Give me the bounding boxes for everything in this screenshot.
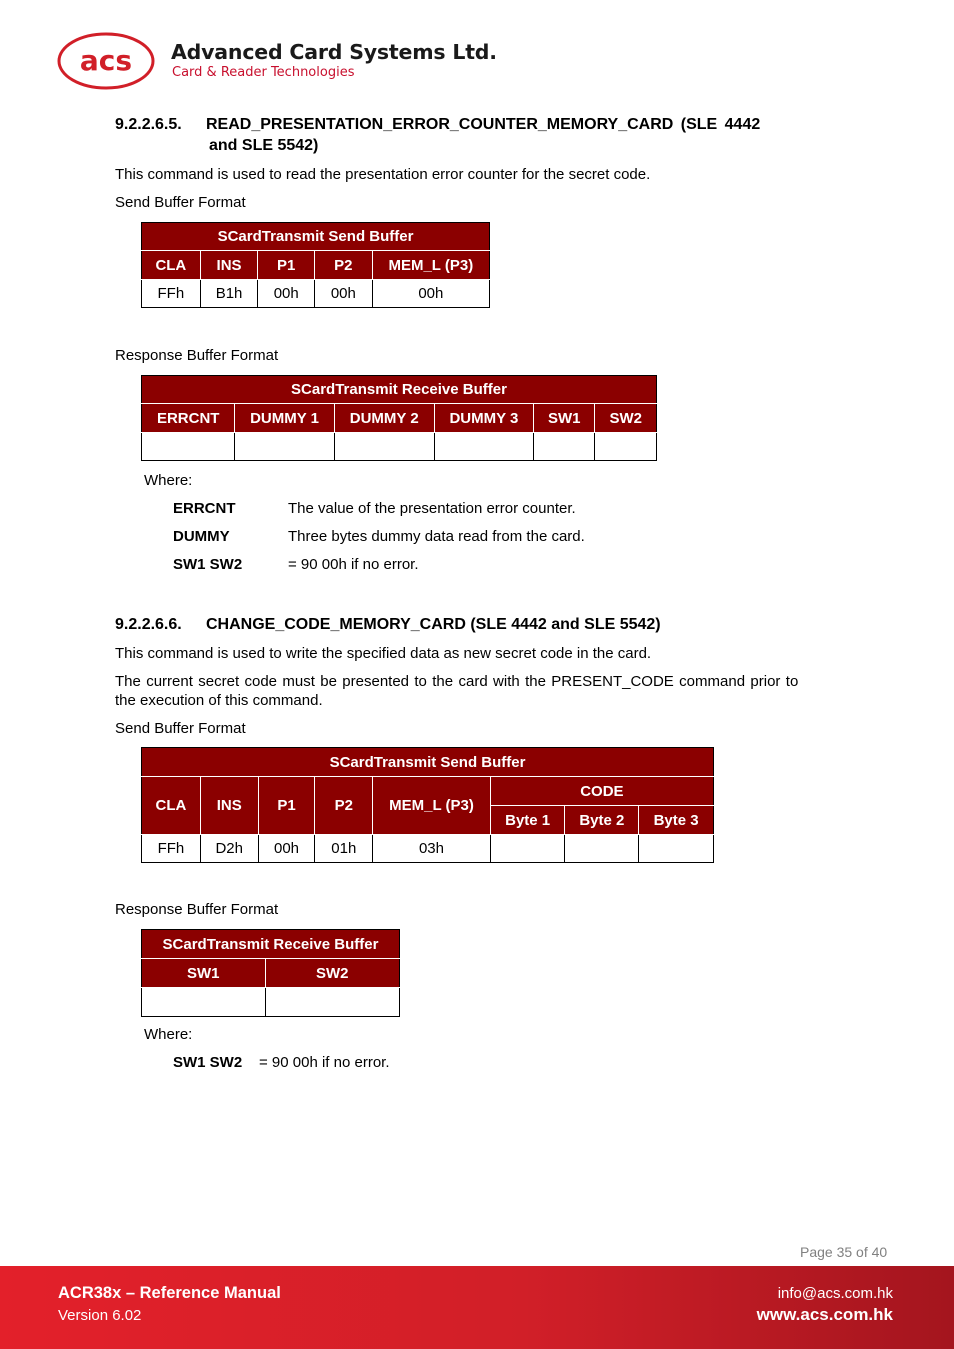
section1-where: Where: (144, 472, 193, 489)
value-ins: B1h (200, 280, 258, 308)
empty-cell (565, 835, 639, 863)
header-dummy2: DUMMY 2 (334, 404, 434, 433)
value-mem-l: 00h (372, 280, 489, 308)
definition-term: SW1 SW2 (173, 556, 243, 573)
footer-manual-title: ACR38x – Reference Manual (58, 1284, 281, 1302)
section1-title-line2: and SLE 5542) (209, 137, 319, 154)
section2-description: This command is used to write the specified data as new secret code in the card. (115, 645, 652, 662)
section2-where: Where: (144, 1026, 193, 1043)
section1-heading (115, 116, 760, 134)
response-buffer-table-2 (141, 929, 400, 1017)
section2-send-label: Send Buffer Format (115, 720, 246, 737)
footer-email[interactable]: info@acs.com.hk (777, 1285, 893, 1302)
page-number: Page 35 of 40 (800, 1244, 888, 1260)
header-cla: CLA (142, 777, 201, 835)
header-mem-l: MEM_L (P3) (372, 251, 489, 280)
header-sw1: SW1 (534, 404, 595, 433)
response-buffer-table-1 (141, 375, 657, 461)
section2-number: 9.2.2.6.6. (115, 616, 182, 633)
logo-text: acs (79, 44, 133, 77)
company-tagline: Card & Reader Technologies (172, 65, 355, 80)
definition-desc: The value of the presentation error counter. (288, 500, 576, 517)
value-cla: FFh (142, 280, 201, 308)
header-dummy1: DUMMY 1 (235, 404, 334, 433)
definition-desc: = 90 00h if no error. (288, 556, 419, 573)
empty-cell (142, 988, 266, 1017)
send-buffer-table-2 (141, 747, 714, 863)
send-buffer-table-1 (141, 222, 490, 308)
section2-title: CHANGE_CODE_MEMORY_CARD (SLE 4442 and SLE 5542) (206, 616, 661, 633)
header-p2: P2 (315, 777, 373, 835)
footer-version: Version 6.02 (58, 1307, 142, 1324)
header-cla: CLA (142, 251, 201, 280)
definition-term: ERRCNT (173, 500, 236, 517)
definition-term: DUMMY (173, 528, 230, 545)
empty-cell (595, 433, 657, 461)
table-title: SCardTransmit Send Buffer (142, 748, 714, 777)
empty-cell (434, 433, 533, 461)
value-ins: D2h (200, 835, 258, 863)
empty-cell (534, 433, 595, 461)
header-sw2: SW2 (595, 404, 657, 433)
value-p1: 00h (258, 280, 315, 308)
header-p1: P1 (258, 777, 315, 835)
definition-term: SW1 SW2 (173, 1054, 243, 1071)
table-title: SCardTransmit Receive Buffer (142, 930, 400, 959)
header-mem-l: MEM_L (P3) (373, 777, 491, 835)
empty-cell (235, 433, 334, 461)
section2-heading (115, 616, 661, 634)
header-code: CODE (490, 777, 713, 806)
table-title: SCardTransmit Send Buffer (142, 223, 490, 251)
footer-website[interactable]: www.acs.com.hk (756, 1305, 893, 1324)
value-p2: 01h (315, 835, 373, 863)
value-cla: FFh (142, 835, 201, 863)
header-sw2: SW2 (265, 959, 399, 988)
empty-cell (490, 835, 565, 863)
header-ins: INS (200, 777, 258, 835)
section2-note-line2: the execution of this command. (115, 692, 323, 709)
header-byte3: Byte 3 (639, 806, 714, 835)
header-byte2: Byte 2 (565, 806, 639, 835)
header-sw1: SW1 (142, 959, 266, 988)
header-p1: P1 (258, 251, 315, 280)
section1-title-line1: READ_PRESENTATION_ERROR_COUNTER_MEMORY_CARD (SLE 4442 (206, 116, 761, 133)
definition-desc: = 90 00h if no error. (259, 1054, 390, 1071)
section1-send-label: Send Buffer Format (115, 194, 246, 211)
table-title: SCardTransmit Receive Buffer (142, 376, 657, 404)
header-errcnt: ERRCNT (142, 404, 235, 433)
acs-logo (56, 31, 156, 91)
value-p2: 00h (315, 280, 373, 308)
definition-desc: Three bytes dummy data read from the card. (288, 528, 585, 545)
company-name: Advanced Card Systems Ltd. (171, 40, 497, 64)
header-p2: P2 (315, 251, 373, 280)
value-p1: 00h (258, 835, 315, 863)
header-byte1: Byte 1 (490, 806, 565, 835)
empty-cell (334, 433, 434, 461)
empty-cell (142, 433, 235, 461)
empty-cell (265, 988, 399, 1017)
footer-bar (0, 1266, 954, 1349)
header-ins: INS (200, 251, 258, 280)
header-dummy3: DUMMY 3 (434, 404, 533, 433)
section1-description: This command is used to read the presentation error counter for the secret code. (115, 166, 651, 183)
section2-note-line1: The current secret code must be presented to the card with the PRESENT_CODE command prior to (115, 673, 799, 690)
section1-response-label: Response Buffer Format (115, 347, 279, 364)
section1-number: 9.2.2.6.5. (115, 116, 182, 133)
empty-cell (639, 835, 714, 863)
value-mem-l: 03h (373, 835, 491, 863)
section2-response-label: Response Buffer Format (115, 901, 279, 918)
